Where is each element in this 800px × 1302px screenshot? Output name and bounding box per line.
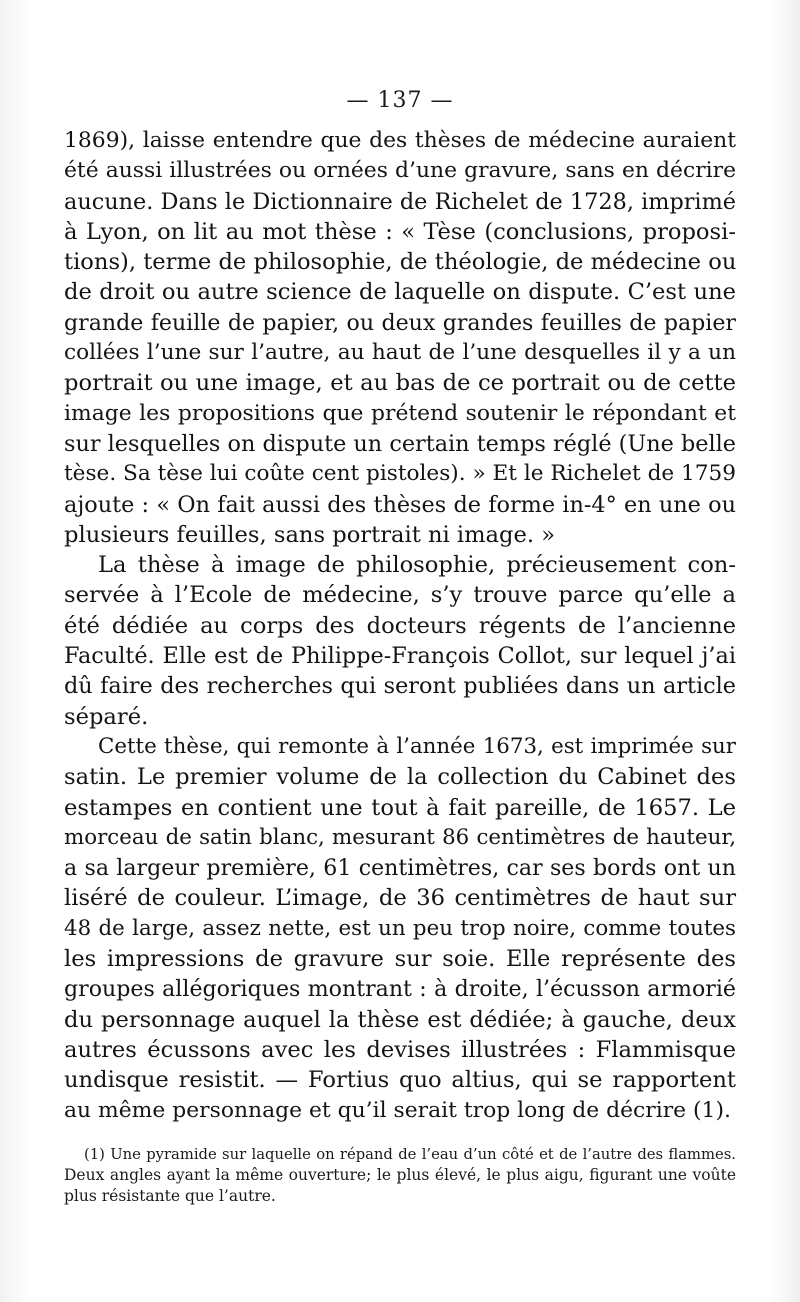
- footnote-line: (1) Une pyramide sur laquelle on répand de l’eau d’un côté et de l’autre des flammes.: [84, 1146, 736, 1163]
- page-number: — 137 —: [346, 88, 454, 113]
- text-line: dû faire des recherches qui seront publiées dans un article: [64, 673, 736, 700]
- text-line: servée à l’Ecole de médecine, s’y trouve parce qu’elle a: [64, 582, 736, 609]
- text-line: a sa largeur première, 61 centimètres, car ses bords ont un: [64, 855, 736, 882]
- text-line: liséré de couleur. L’image, de 36 centimètres de haut sur: [64, 885, 736, 912]
- footnote-line: Deux angles ayant la même ouverture; le plus élevé, le plus aigu, figurant une voûte: [64, 1166, 736, 1184]
- text-line: La thèse à image de philosophie, précieusement con-: [98, 552, 736, 579]
- text-line: Faculté. Elle est de Philippe-François Collot, sur lequel j’ai: [64, 643, 736, 670]
- text-line: 48 de large, assez nette, est un peu trop noire, comme toutes: [64, 915, 736, 941]
- text-line: les impressions de gravure sur soie. Elle représente des: [64, 946, 736, 973]
- text-line: estampes en contient une tout à fait pareille, de 1657. Le: [64, 794, 736, 821]
- paragraph-2: [64, 550, 736, 732]
- paragraph-3: [64, 732, 736, 1126]
- text-line: ajoute : « On fait aussi des thèses de forme in-4° en une ou: [64, 491, 736, 518]
- text-line: undisque resistit. — Fortius quo altius, qui se rapportent: [64, 1067, 736, 1094]
- text-line: du personnage auquel la thèse est dédiée; à gauche, deux: [64, 1006, 736, 1033]
- text-line: satin. Le premier volume de la collection du Cabinet des: [64, 764, 736, 791]
- text-line: tions), terme de philosophie, de théologie, de médecine ou: [64, 249, 737, 276]
- text-line: portrait ou une image, et au bas de ce portrait ou de cette: [64, 370, 736, 397]
- text-line: Cette thèse, qui remonte à l’année 1673, est imprimée sur: [98, 733, 736, 759]
- footnote-line: plus résistante que l’autre.: [64, 1187, 276, 1205]
- text-line: été dédiée au corps des docteurs régents de l’ancienne: [64, 612, 736, 639]
- text-line: grande feuille de papier, ou deux grandes feuilles de papier: [64, 309, 736, 336]
- body-text: [64, 126, 736, 1126]
- text-line: à Lyon, on lit au mot thèse : « Tèse (conclusions, proposi-: [64, 218, 736, 245]
- paragraph-1: [64, 126, 736, 550]
- text-line: sur lesquelles on dispute un certain temps réglé (Une belle: [64, 430, 736, 457]
- text-line: aucune. Dans le Dictionnaire de Richelet de 1728, imprimé: [64, 188, 736, 215]
- footnotes: [64, 1144, 736, 1207]
- text-line: morceau de satin blanc, mesurant 86 centimètres de hauteur,: [64, 824, 736, 850]
- text-line: groupes allégoriques montrant : à droite, l’écusson armorié: [64, 976, 736, 1003]
- text-line: tèse. Sa tèse lui coûte cent pistoles). » Et le Richelet de 1759: [64, 461, 736, 487]
- text-line: été aussi illustrées ou ornées d’une gravure, sans en décrire: [64, 158, 736, 184]
- text-line: image les propositions que prétend soutenir le répondant et: [64, 400, 736, 426]
- text-line: de droit ou autre science de laquelle on dispute. C’est une: [64, 279, 736, 306]
- text-line: au même personnage et qu’il serait trop long de décrire (1).: [64, 1097, 731, 1123]
- text-line: collées l’une sur l’autre, au haut de l’une desquelles il y a un: [64, 340, 736, 366]
- text-line: 1869), laisse entendre que des thèses de médecine auraient: [64, 128, 736, 153]
- text-line: autres écussons avec les devises illustrées : Flammisque: [64, 1036, 736, 1063]
- text-line: séparé.: [64, 703, 149, 730]
- text-line: plusieurs feuilles, sans portrait ni image. »: [64, 521, 556, 548]
